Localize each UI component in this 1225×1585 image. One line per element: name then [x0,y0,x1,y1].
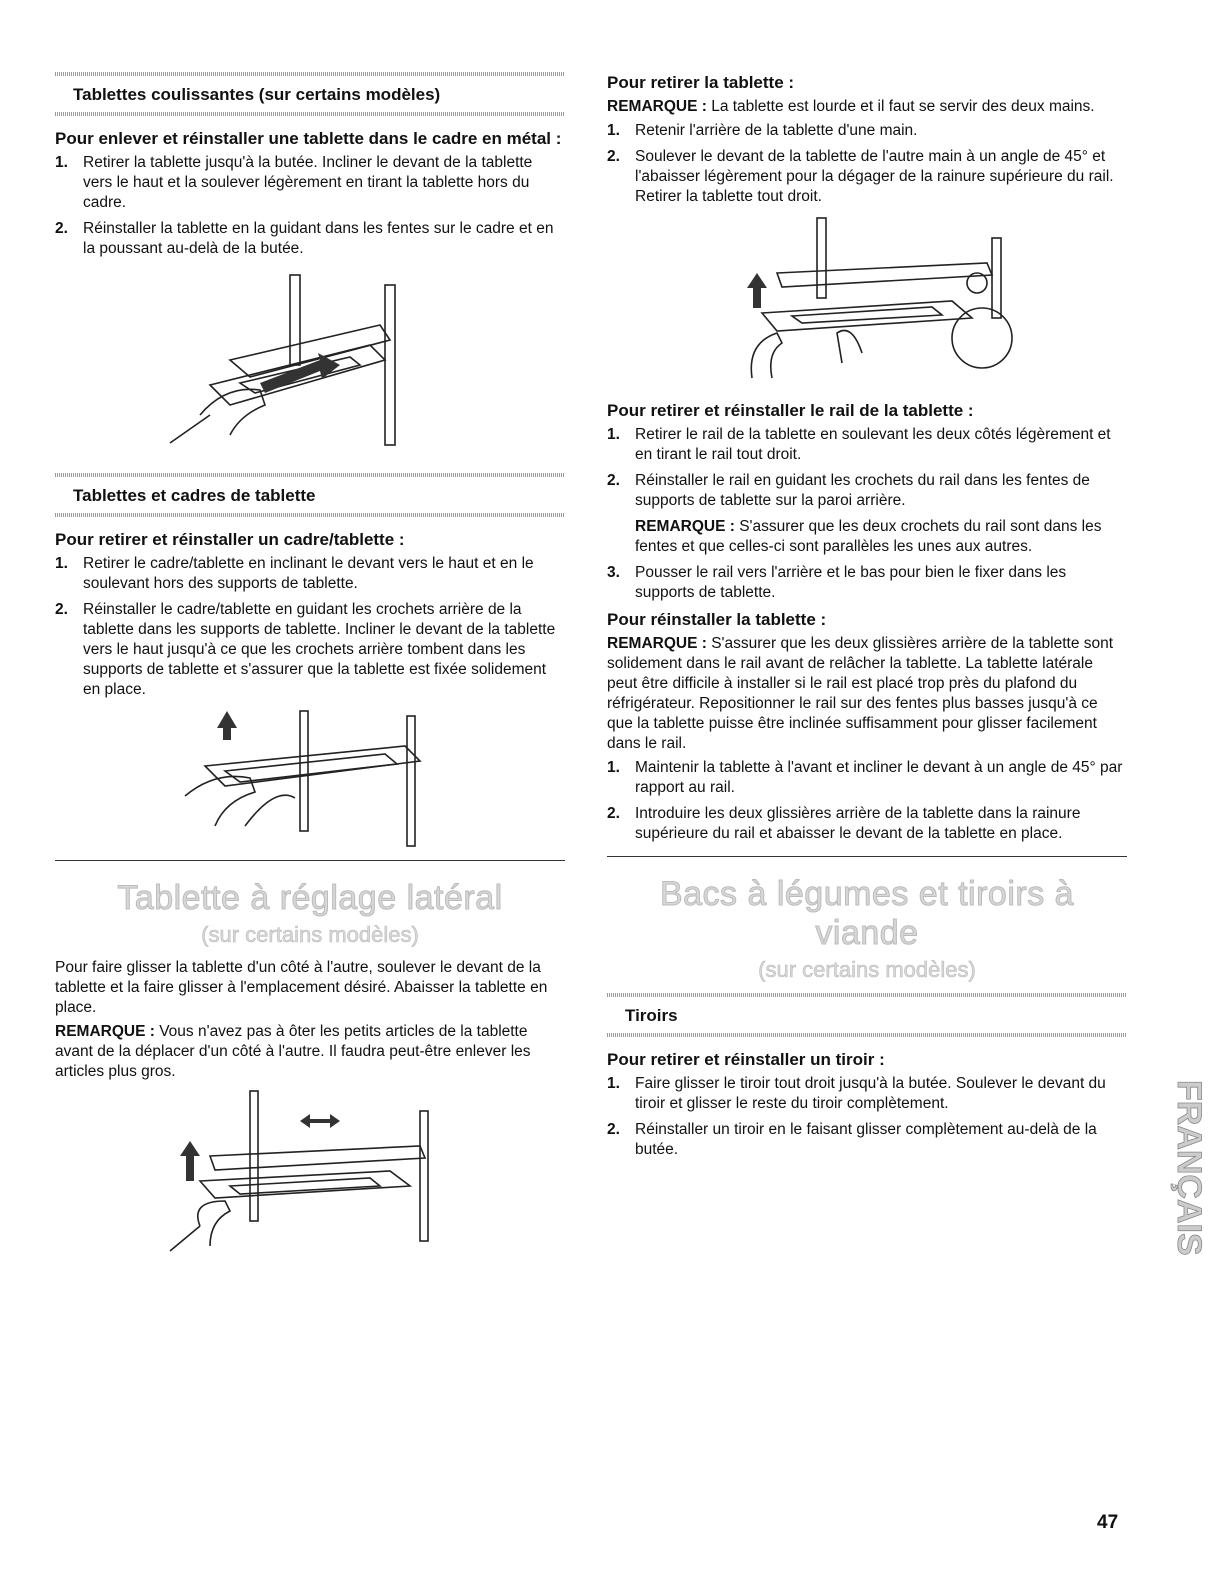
step-number: 2. [55,601,68,618]
note-paragraph [55,1022,565,1082]
step-number: 1. [607,759,620,776]
note-label: REMARQUE : [607,98,707,115]
left-column [55,72,565,1256]
divider [55,112,565,116]
step-text: Réinstaller un tiroir en le faisant glisser complètement au-delà de la butée. [635,1121,1097,1158]
list-item [607,147,1127,207]
step-text: Retenir l'arrière de la tablette d'une main. [635,122,918,139]
step-number: 1. [607,122,620,139]
list-item [55,554,565,594]
steps-list [607,758,1127,844]
subheading: Pour retirer la tablette : [607,73,795,92]
list-item [607,121,1127,141]
step-number: 1. [607,1075,620,1092]
step-number: 1. [55,154,68,171]
step-number: 3. [607,564,620,581]
language-side-tab [1150,1080,1208,1350]
section-title: Tiroirs [625,1006,678,1025]
section-title: Tablettes coulissantes (sur certains modèles) [73,85,441,104]
note-text: Vous n'avez pas à ôter les petits articles de la tablette avant de la déplacer d'un côté à l'autre. Il faudra peut-être enlever les articles plus gros. [55,1023,531,1080]
list-item [55,153,565,213]
remove-shelf-illustration [722,213,1012,388]
step-text: Réinstaller le cadre/tablette en guidant les crochets arrière de la tablette dans les supports de tablette. Incliner le devant de la tablette vers le haut jusqu'à ce que les crochets arrière tombent dans les supports de tablette et s'assurer que la tablette est fixée solidement en place. [83,601,556,698]
subheading: Pour enlever et réinstaller une tablette dans le cadre en métal : [55,129,562,148]
divider [607,1033,1127,1037]
step-number: 2. [607,472,620,489]
step-number: 2. [55,220,68,237]
steps-list [607,121,1127,207]
subheading: Pour retirer et réinstaller un cadre/tablette : [55,530,405,549]
list-item [55,219,565,259]
subheading: Pour réinstaller la tablette : [607,610,827,629]
right-column [607,72,1127,1166]
step-text: Réinstaller le rail en guidant les crochets du rail dans les fentes de supports de tablette sur la paroi arrière. [635,472,1090,509]
step-number: 1. [607,426,620,443]
step-text: Introduire les deux glissières arrière de la tablette dans la rainure supérieure du rail et abaisser le devant de la tablette en place. [635,805,1081,842]
step-text: Retirer le cadre/tablette en inclinant le devant vers le haut et en le soulevant hors des supports de tablette. [83,555,534,592]
step-text: Soulever le devant de la tablette de l'autre main à un angle de 45° et l'abaisser légèrement pour la dégager de la rainure supérieure du rail. Retirer la tablette tout droit. [635,148,1114,205]
note-label: REMARQUE : [635,518,735,535]
horizontal-rule [607,856,1127,857]
list-item [607,425,1127,465]
list-item [607,563,1127,603]
section-subheading: (sur certains modèles) [758,957,976,982]
list-item [607,804,1127,844]
step-text: Pousser le rail vers l'arrière et le bas pour bien le fixer dans les supports de tablette. [635,564,1067,601]
step-text: Faire glisser le tiroir tout droit jusqu'à la butée. Soulever le devant du tiroir et glisser le reste du tiroir complètement. [635,1075,1106,1112]
step-text: Maintenir la tablette à l'avant et incliner le devant à un angle de 45° par rapport au rail. [635,759,1123,796]
horizontal-rule [55,860,565,861]
list-item [607,471,1127,557]
sideways-shelf-illustration [170,1086,450,1256]
page-number: 47 [1097,1512,1119,1533]
note-text: S'assurer que les deux glissières arrière de la tablette sont solidement dans le rail avant de relâcher la tablette. La tablette latérale peut être difficile à installer si le rail est placé trop près du plafond du réfrigérateur. Repositionner le rail sur des fentes plus basses jusqu'à ce que la tablette puisse être inclinée suffisamment pour glisser facilement dans le rail. [607,635,1114,752]
list-item [607,1120,1127,1160]
list-item [55,600,565,700]
list-item [607,1074,1127,1114]
side-tab-label: FRANÇAIS [1170,1080,1208,1256]
step-number: 2. [607,148,620,165]
note-paragraph [607,97,1127,117]
note-text: La tablette est lourde et il faut se servir des deux mains. [711,98,1095,115]
steps-list [55,554,565,700]
step-text: Retirer la tablette jusqu'à la butée. Incliner le devant de la tablette vers le haut et la soulever légèrement en tirant la tablette hors du cadre. [83,154,533,211]
step-number: 2. [607,805,620,822]
step-number: 2. [607,1121,620,1138]
steps-list [55,153,565,259]
steps-list [607,425,1127,603]
step-text: Réinstaller la tablette en la guidant dans les fentes sur le cadre et en la poussant au-delà de la butée. [83,220,554,257]
divider [55,513,565,517]
section-title: Tablettes et cadres de tablette [73,486,316,505]
note-paragraph [607,634,1127,754]
sliding-shelf-illustration [170,265,450,445]
section-heading: Tablette à réglage latéral [117,879,503,917]
section-heading: Bacs à légumes et tiroirs à viande [659,875,1075,952]
paragraph: Pour faire glisser la tablette d'un côté à l'autre, soulever le devant de la tablette et la faire glisser à l'emplacement désiré. Abaisser la tablette en place. [55,959,548,1016]
subheading: Pour retirer et réinstaller le rail de la tablette : [607,401,974,420]
step-text: Retirer le rail de la tablette en soulevant les deux côtés légèrement et en tirant le rail tout droit. [635,426,1111,463]
note-label: REMARQUE : [607,635,707,652]
section-subheading: (sur certains modèles) [201,922,419,947]
steps-list [607,1074,1127,1160]
list-item [607,758,1127,798]
subheading: Pour retirer et réinstaller un tiroir : [607,1050,885,1069]
step-number: 1. [55,555,68,572]
note-paragraph [635,517,1127,557]
note-label: REMARQUE : [55,1023,155,1040]
shelf-frame-illustration [165,706,455,846]
note-text: S'assurer que les deux crochets du rail sont dans les fentes et que celles-ci sont parallèles les unes aux autres. [635,518,1102,555]
